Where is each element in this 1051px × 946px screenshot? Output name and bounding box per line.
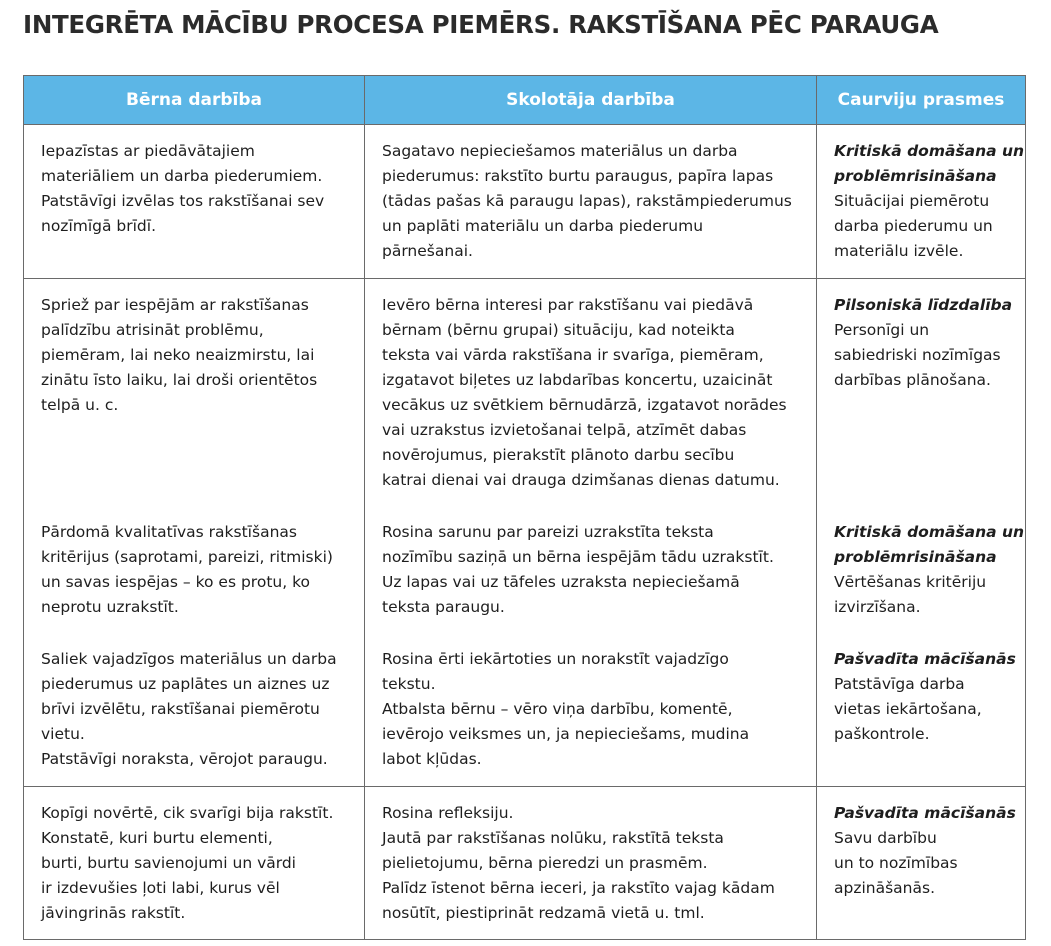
text-line: un savas iespējas – ko es protu, ko [41, 573, 310, 591]
text-line: materiālu izvēle. [834, 242, 964, 260]
skills-cell [817, 279, 1026, 507]
text-line: vietas iekārtošana, [834, 700, 982, 718]
text-line: un paplāti materiālu un darba piederumu [382, 217, 704, 235]
teacher-activity-cell [365, 125, 817, 279]
text-line: burti, burtu savienojumi un vārdi [41, 854, 296, 872]
text-line: teksta vai vārda rakstīšana ir svarīga, piemēram, [382, 346, 764, 364]
teacher-activity-cell [365, 787, 817, 940]
text-line: (tādas pašas kā paraugu lapas), rakstāmpiederumus [382, 192, 792, 210]
text-line: sabiedriski nozīmīgas [834, 346, 1001, 364]
text-line: teksta paraugu. [382, 598, 505, 616]
text-line: Pārdomā kvalitatīvas rakstīšanas [41, 523, 297, 541]
text-line: Rosina ērti iekārtoties un norakstīt vajadzīgo [382, 650, 729, 668]
skill-label-line: Pašvadīta mācīšanās [834, 804, 1016, 822]
text-line: Patstāvīgi izvēlas tos rakstīšanai sev [41, 192, 325, 210]
header-transversal-skills: Caurviju prasmes [817, 76, 1026, 125]
text-line: Savu darbību [834, 829, 937, 847]
child-activity-cell [24, 634, 365, 787]
text-line: Patstāvīgi noraksta, vērojot paraugu. [41, 750, 328, 768]
text-line: Patstāvīga darba [834, 675, 965, 693]
child-activity-cell [24, 506, 365, 634]
text-line: tekstu. [382, 675, 436, 693]
table-row [24, 279, 1026, 507]
child-activity-cell [24, 787, 365, 940]
text-line: vietu. [41, 725, 85, 743]
text-line: Kopīgi novērtē, cik svarīgi bija rakstīt. [41, 804, 334, 822]
skills-cell [817, 125, 1026, 279]
table-row [24, 787, 1026, 940]
table-row [24, 506, 1026, 634]
skill-label-line: problēmrisināšana [834, 548, 997, 566]
child-activity-cell [24, 279, 365, 507]
text-line: jāvingrinās rakstīt. [41, 904, 186, 922]
text-line: katrai dienai vai drauga dzimšanas dienas datumu. [382, 471, 780, 489]
text-line: Jautā par rakstīšanas nolūku, rakstītā teksta [382, 829, 724, 847]
text-line: palīdzību atrisināt problēmu, [41, 321, 264, 339]
text-line: kritērijus (saprotami, pareizi, ritmiski) [41, 548, 333, 566]
text-line: Rosina refleksiju. [382, 804, 514, 822]
skills-cell [817, 634, 1026, 787]
text-line: Ievēro bērna interesi par rakstīšanu vai piedāvā [382, 296, 754, 314]
text-line: vai uzrakstus izvietošanai telpā, atzīmēt dabas [382, 421, 747, 439]
text-line: bērnam (bērnu grupai) situāciju, kad noteikta [382, 321, 735, 339]
text-line: apzināšanās. [834, 879, 935, 897]
text-line: izgatavot biļetes uz labdarības koncertu, uzaicināt [382, 371, 773, 389]
text-line: Atbalsta bērnu – vēro viņa darbību, komentē, [382, 700, 733, 718]
skill-label-line: Kritiskā domāšana un [834, 523, 1025, 541]
header-child-activity: Bērna darbība [24, 76, 365, 125]
text-line: Situācijai piemērotu [834, 192, 990, 210]
text-line: darba piederumu un [834, 217, 993, 235]
text-line: Iepazīstas ar piedāvātajiem [41, 142, 255, 160]
table-row [24, 634, 1026, 787]
text-line: ir izdevušies ļoti labi, kurus vēl [41, 879, 280, 897]
teacher-activity-cell [365, 506, 817, 634]
text-line: piederumus uz paplātes un aiznes uz [41, 675, 330, 693]
text-line: zinātu īsto laiku, lai droši orientētos [41, 371, 318, 389]
text-line: ievērojo veiksmes un, ja nepieciešams, mudina [382, 725, 750, 743]
teacher-activity-cell [365, 279, 817, 507]
text-line: pielietojumu, bērna pieredzi un prasmēm. [382, 854, 708, 872]
table-header-row [24, 76, 1026, 125]
text-line: darbības plānošana. [834, 371, 991, 389]
skills-cell [817, 787, 1026, 940]
text-line: nozīmību saziņā un bērna iespējām tādu uzrakstīt. [382, 548, 774, 566]
text-line: vecākus uz svētkiem bērnudārzā, izgatavot norādes [382, 396, 787, 414]
text-line: Vērtēšanas kritēriju [834, 573, 987, 591]
text-line: Palīdz īstenot bērna ieceri, ja rakstīto vajag kādam [382, 879, 775, 897]
text-line: labot kļūdas. [382, 750, 482, 768]
text-line: Saliek vajadzīgos materiālus un darba [41, 650, 337, 668]
skill-label-line: Kritiskā domāšana un [834, 142, 1025, 160]
skill-label-line: problēmrisināšana [834, 167, 997, 185]
text-line: novērojumus, pierakstīt plānoto darbu secību [382, 446, 735, 464]
text-line: pārnešanai. [382, 242, 473, 260]
text-line: piederumus: rakstīto burtu paraugus, papīra lapas [382, 167, 774, 185]
text-line: piemēram, lai neko neaizmirstu, lai [41, 346, 315, 364]
skill-label-line: Pašvadīta mācīšanās [834, 650, 1016, 668]
text-line: izvirzīšana. [834, 598, 921, 616]
text-line: materiāliem un darba piederumiem. [41, 167, 323, 185]
skill-label-line: Pilsoniskā līdzdalība [834, 296, 1013, 314]
text-line: Spriež par iespējām ar rakstīšanas [41, 296, 309, 314]
text-line: Konstatē, kuri burtu elementi, [41, 829, 273, 847]
table-row [24, 125, 1026, 279]
text-line: paškontrole. [834, 725, 930, 743]
text-line: Rosina sarunu par pareizi uzrakstīta teksta [382, 523, 714, 541]
text-line: telpā u. c. [41, 396, 119, 414]
child-activity-cell [24, 125, 365, 279]
table-body [24, 125, 1026, 940]
teacher-activity-cell [365, 634, 817, 787]
text-line: Sagatavo nepieciešamos materiālus un darba [382, 142, 738, 160]
page-title: INTEGRĒTA MĀCĪBU PROCESA PIEMĒRS. RAKSTĪŠANA PĒC PARAUGA [23, 10, 939, 39]
text-line: un to nozīmības [834, 854, 958, 872]
text-line: neprotu uzrakstīt. [41, 598, 179, 616]
text-line: brīvi izvēlētu, rakstīšanai piemērotu [41, 700, 320, 718]
text-line: Uz lapas vai uz tāfeles uzraksta nepieciešamā [382, 573, 740, 591]
text-line: nozīmīgā brīdī. [41, 217, 157, 235]
text-line: nosūtīt, piestiprināt redzamā vietā u. tml. [382, 904, 705, 922]
activity-table [23, 75, 1026, 940]
skills-cell [817, 506, 1026, 634]
text-line: Personīgi un [834, 321, 930, 339]
header-teacher-activity: Skolotāja darbība [365, 76, 817, 125]
